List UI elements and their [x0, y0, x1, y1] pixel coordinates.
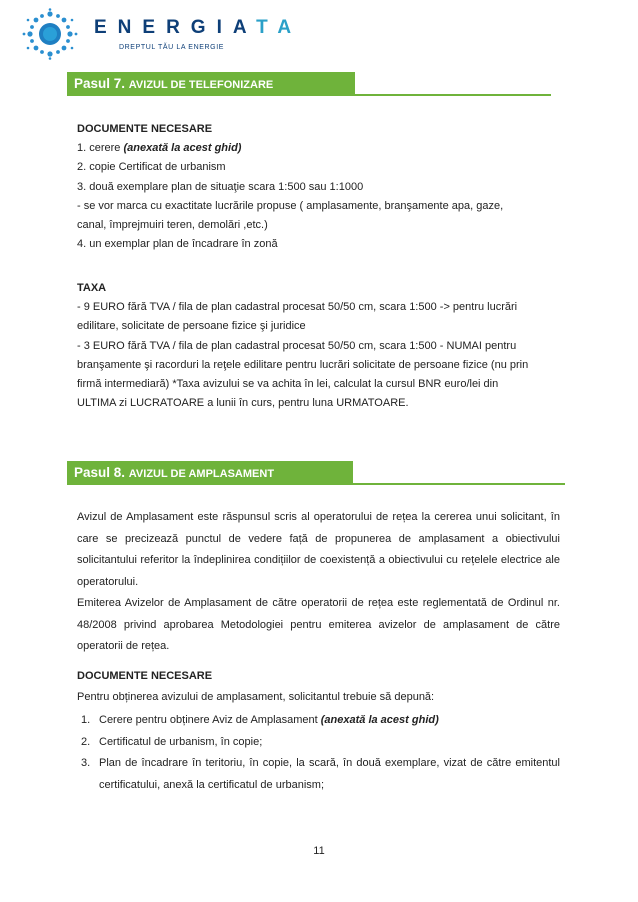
step7-tax — [77, 279, 528, 413]
step8-paragraph-1: Avizul de Amplasament este răspunsul scris al operatorului de rețea la cererea unui solicitant, în care se precizează punctul de vedere față de propunerea de amplasament a obiectivului solicitantului referitor la îndeplinirea condițiilor de coexistență a obiectivului cu rețelele electrice ale operatorului. — [77, 511, 560, 588]
step8-documents — [77, 666, 434, 708]
step7-doc-line-5: canal, împrejmuiri teren, demolări ,etc.) — [77, 219, 268, 232]
step7-tax-line-3: - 3 EURO fără TVA / fila de plan cadastral procesat 50/50 cm, scara 1:500 - NUMAI pentru — [77, 339, 517, 352]
step8-paragraph-2: Emiterea Avizelor de Amplasament de către operatorii de rețea este reglementată de Ordinul nr. 48/2008 privind aprobarea Metodologiei pentru emiterea avizelor de amplasament de către operatorii de rețea. — [77, 597, 560, 652]
step7-docs-heading: DOCUMENTE NECESARE — [77, 123, 213, 135]
step7-tax-line-2: edilitare, solicitate de persoane fizice şi juridice — [77, 320, 306, 333]
step8-docs-heading: DOCUMENTE NECESARE — [77, 670, 213, 682]
step7-tax-line-1: - 9 EURO fără TVA / fila de plan cadastral procesat 50/50 cm, scara 1:500 -> pentru lucrări — [77, 301, 518, 314]
step7-doc-line-3: 3. două exemplare plan de situaţie scara 1:500 sau 1:1000 — [77, 180, 364, 193]
sun-dots-icon — [20, 8, 82, 60]
step8-title: Pasul 8. AVIZUL DE AMPLASAMENT — [74, 465, 275, 480]
step7-tax-line-5: firmă intermediară) *Taxa avizului se va achita în lei, calculat la cursul BNR euro/lei din — [77, 378, 499, 391]
step8-description — [77, 507, 560, 658]
step7-doc-line-4: - se vor marca cu exactitate lucrările propuse ( amplasamente, branşamente apa, gaze, — [77, 199, 504, 212]
step8-document-list — [77, 710, 560, 796]
energiata-logo — [20, 8, 303, 60]
step7-header — [67, 72, 551, 96]
step7-documents — [77, 120, 503, 254]
step8-header — [67, 461, 565, 485]
step7-tax-heading: TAXA — [77, 282, 107, 294]
logo-wordmark: ENERGIATA — [94, 17, 303, 38]
step7-tax-line-6: ULTIMA zi LUCRATOARE a lunii în curs, pentru luna URMATOARE. — [77, 397, 409, 410]
step7-title: Pasul 7. AVIZUL DE TELEFONIZARE — [74, 76, 274, 91]
step7-header-rule — [355, 94, 551, 96]
page-number: 11 — [313, 845, 325, 857]
logo-tagline: DREPTUL TĂU LA ENERGIE — [119, 44, 225, 51]
list-item: 3. Plan de încadrare în teritoriu, în copie, la scară, în două exemplare, vizat de către emitentul certificatului, anexă la certificatul de urbanism; — [81, 757, 560, 791]
list-item: 1. Cerere pentru obținere Aviz de Amplasament (anexată la acest ghid) — [81, 714, 439, 726]
list-item: 2. Certificatul de urbanism, în copie; — [81, 735, 263, 748]
step7-tax-line-4: branşamente şi racorduri la reţele edilitare pentru lucrări solicitate de persoane fizice (nu prin — [77, 358, 529, 371]
step8-header-rule — [353, 483, 565, 485]
step7-doc-line-2: 2. copie Certificat de urbanism — [77, 161, 226, 174]
step8-docs-intro: Pentru obținerea avizului de amplasament, solicitantul trebuie să depună: — [77, 691, 435, 703]
step7-doc-line-6: 4. un exemplar plan de încadrare în zonă — [77, 238, 278, 251]
step7-doc-line-1: 1. cerere (anexată la acest ghid) — [77, 142, 242, 155]
